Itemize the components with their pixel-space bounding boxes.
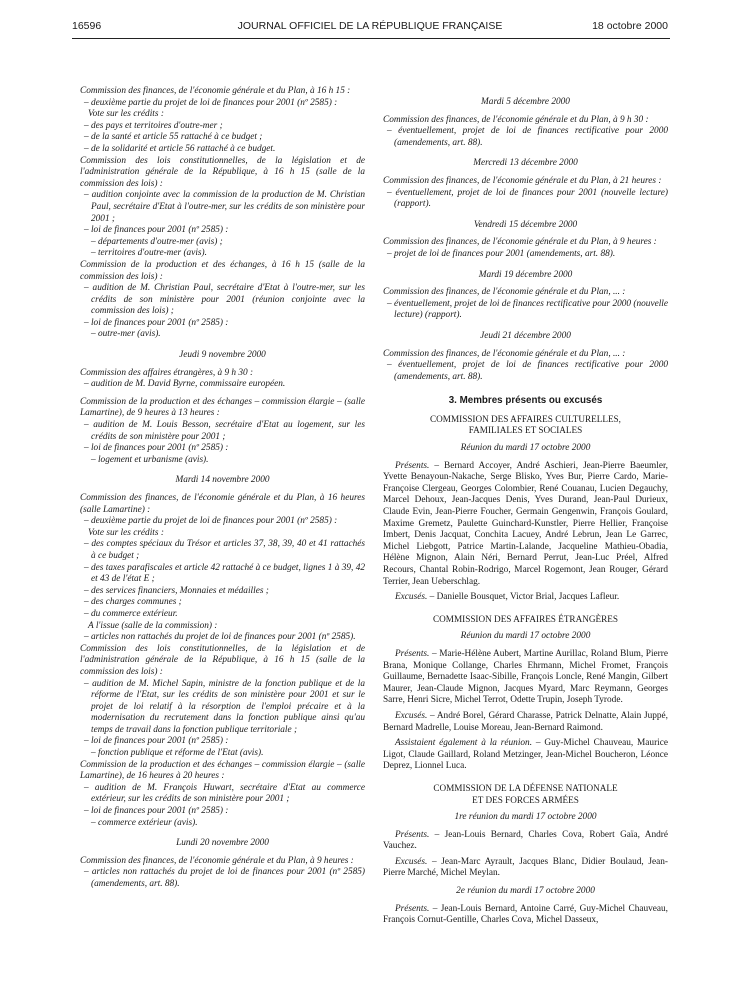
section-heading: 3. Membres présents ou excusés bbox=[448, 395, 603, 407]
committee-title bbox=[383, 414, 668, 437]
left-column bbox=[80, 86, 365, 891]
agenda-item: – loi de finances pour 2001 (nº 2585) : bbox=[84, 317, 229, 328]
present-names: – Marie-Hélène Aubert, Martine Aurillac, Roland Blum, Pierre Brana, Monique Collange, Charles Ehrmann, Michel Fromet, François Guillaume, Bernadette Isaac-Sibille, François Loncle, René Mangin, Gilbert Maurer, Jean-Claude Mignon, Jacques Myard, Marc Reymann, Georges Sarre, Henri Sicre, Michel Terrot, Odette Trupin, Joseph Tyrode. bbox=[383, 648, 668, 706]
date-heading: Mardi 5 décembre 2000 bbox=[481, 97, 570, 107]
agenda-item: – éventuellement, projet de loi de finances pour 2001 (nouvelle lecture) (rapport). bbox=[387, 187, 668, 210]
committee-title-line: COMMISSION DES AFFAIRES CULTURELLES, bbox=[430, 413, 621, 424]
session-entry: Commission des lois constitutionnelles, de la législation et de l'administration générale de la République, à 16 h 15 (salle de la commission des lois) : bbox=[80, 643, 365, 677]
agenda-item: – audition de M. Louis Besson, secrétaire d'Etat au logement, sur les crédits de son ministère pour 2001 ; bbox=[84, 420, 365, 442]
attendance-present bbox=[383, 649, 668, 707]
agenda-item: – des services financiers, Monnaies et médailles ; bbox=[84, 585, 269, 596]
excused-names: – André Borel, Gérard Charasse, Patrick Delnatte, Alain Juppé, Bernard Madrelle, Louise Moreau, Jean-Bernard Raimond. bbox=[383, 710, 668, 733]
issue-date: 18 octobre 2000 bbox=[592, 20, 668, 32]
agenda-subitem: – logement et urbanisme (avis). bbox=[91, 454, 209, 465]
agenda-item: – audition de M. Michel Sapin, ministre de la fonction publique et de la réforme de l'Etat, sur les crédits de son ministère pour 2001 et sur le projet de loi relatif à la résorption de l'emploi précaire et à la modernisation du recrutement dans la fonction publique ainsi qu'au temps de travail dans la fonction publique territoriale ; bbox=[84, 678, 365, 735]
agenda-item: – loi de finances pour 2001 (nº 2585) : bbox=[84, 736, 229, 747]
vote-label: Vote sur les crédits : bbox=[88, 109, 164, 120]
date-heading: Jeudi 9 novembre 2000 bbox=[179, 350, 266, 361]
session-entry: Commission des finances, de l'économie générale et du Plan, ... : bbox=[383, 348, 626, 359]
attendance-also-present bbox=[383, 738, 668, 773]
committee-title-line: ET DES FORCES ARMÉES bbox=[472, 794, 579, 805]
agenda-subitem: – départements d'outre-mer (avis) ; bbox=[91, 236, 223, 247]
session-entry: Commission des finances, de l'économie générale et du Plan, à 9 heures : bbox=[383, 237, 657, 248]
present-names: – Bernard Accoyer, André Aschieri, Jean-Pierre Baeumler, Yvette Benayoun-Nakache, Serge Blisko, Yves Bur, Pierre Cardo, Marie-Françoise Clergeau, Georges Colombier, René Couanau, Lucien Degauchy, Marcel Dehoux, Jean-Jacques Denis, Yves Durand, Jean-Paul Durieux, Claude Evin, Jean-Pierre Foucher, Germain Gengenwin, François Goulard, Maxime Gremetz, Paulette Guinchard-Kunstler, Pierre Hellier, Françoise Imbert, Denis Jacquat, Conchita Lacuey, André Lebrun, Jean Le Garrec, Michel Liebgott, Patrice Martin-Lalande, Jacqueline Mathieu-Obadia, Hélène Mignon, Alain Néri, Bernard Perrut, Jean-Luc Préel, Alfred Recours, Chantal Robin-Rodrigo, Marcel Rogemont, Jean Rouger, Gérard Terrier, Jean Ueberschlag. bbox=[383, 460, 668, 587]
excused-label: Excusés. bbox=[395, 592, 428, 603]
agenda-item: – éventuellement, projet de loi de finances rectificative pour 2000 (amendements, art. 88). bbox=[387, 126, 668, 148]
agenda-item: – de la solidarité et article 56 rattaché à ce budget. bbox=[84, 143, 276, 154]
session-entry: Commission de la production et des échanges – commission élargie – (salle Lamartine), de 16 heures à 20 heures : bbox=[80, 759, 365, 782]
attendance-present bbox=[383, 830, 668, 853]
agenda-item: – articles non rattachés du projet de loi de finances pour 2001 (nº 2585). bbox=[84, 632, 356, 643]
agenda-item: – deuxième partie du projet de loi de finances pour 2001 (nº 2585) : bbox=[84, 97, 338, 108]
excused-label: Excusés. bbox=[395, 710, 428, 721]
attendance-excused bbox=[383, 711, 668, 734]
agenda-item: – audition de M. Christian Paul, secrétaire d'Etat à l'outre-mer, sur les crédits de son ministère pour 2001 (réunion conjointe avec la commission des lois) ; bbox=[84, 283, 365, 317]
agenda-item: – éventuellement, projet de loi de finances rectificative pour 2000 (nouvelle lecture) (rapport). bbox=[387, 298, 668, 321]
vote-label: Vote sur les crédits : bbox=[88, 527, 164, 538]
committee-title-line: COMMISSION DE LA DÉFENSE NATIONALE bbox=[433, 782, 618, 793]
present-label: Présents. bbox=[395, 460, 430, 471]
session-entry: Commission des finances, de l'économie générale et du Plan, ... : bbox=[383, 287, 626, 298]
agenda-item: – audition conjointe avec la commission de la production de M. Christian Paul, secrétaire d'Etat à l'outre-mer, sur les crédits de son ministère pour 2001 ; bbox=[84, 190, 365, 224]
excused-label: Excusés. bbox=[395, 856, 428, 867]
session-entry: Commission de la production et des échanges, à 16 h 15 (salle de la commission des lois) : bbox=[80, 259, 365, 282]
agenda-item: – articles non rattachés du projet de loi de finances pour 2001 (nº 2585) (amendements, art. 88). bbox=[84, 867, 365, 889]
agenda-item: – loi de finances pour 2001 (nº 2585) : bbox=[84, 225, 229, 236]
agenda-item: – deuxième partie du projet de loi de finances pour 2001 (nº 2585) : bbox=[84, 516, 338, 527]
session-entry: Commission de la production et des échanges – commission élargie – (salle Lamartine), de 9 heures à 13 heures : bbox=[80, 396, 365, 419]
attendance-present bbox=[383, 904, 668, 927]
agenda-item: – audition de M. David Byrne, commissaire européen. bbox=[84, 379, 286, 390]
present-label: Présents. bbox=[395, 829, 430, 840]
date-heading: Mardi 14 novembre 2000 bbox=[175, 475, 270, 486]
assist-names: – Guy-Michel Chauveau, Maurice Ligot, Claude Gaillard, Roland Metzinger, Jean-Michel Boucheron, Léonce Deprez, Lionnel Luca. bbox=[383, 738, 668, 772]
journal-title: JOURNAL OFFICIEL DE LA RÉPUBLIQUE FRANÇAISE bbox=[237, 20, 503, 32]
present-names: – Jean-Louis Bernard, Antoine Carré, Guy-Michel Chauveau, François Cornut-Gentille, Charles Cova, Michel Dasseux, bbox=[383, 903, 668, 926]
committee-title-line: FAMILIALES ET SOCIALES bbox=[468, 425, 583, 436]
committee-title: COMMISSION DES AFFAIRES ÉTRANGÈRES bbox=[433, 613, 618, 624]
session-entry: Commission des finances, de l'économie générale et du Plan, à 9 heures : bbox=[80, 855, 354, 866]
page-header bbox=[72, 20, 668, 36]
attendance-present bbox=[383, 461, 668, 589]
right-column bbox=[383, 97, 668, 931]
header-rule bbox=[72, 38, 670, 39]
agenda-subitem: – outre-mer (avis). bbox=[91, 329, 161, 340]
agenda-subitem: – territoires d'outre-mer (avis). bbox=[91, 248, 207, 259]
session-entry: Commission des lois constitutionnelles, de la législation et de l'administration générale de la République, à 16 h 15 (salle de la commission des lois) : bbox=[80, 155, 365, 189]
session-entry: Commission des finances, de l'économie générale et du Plan, à 16 h 15 : bbox=[80, 86, 351, 96]
agenda-item: – des charges communes ; bbox=[84, 597, 182, 608]
meeting-heading: Réunion du mardi 17 octobre 2000 bbox=[460, 631, 591, 642]
session-entry: Commission des affaires étrangères, à 9 h 30 : bbox=[80, 367, 254, 378]
date-heading: Jeudi 21 décembre 2000 bbox=[480, 330, 571, 341]
agenda-item: – des comptes spéciaux du Trésor et articles 37, 38, 39, 40 et 41 rattachés à ce budget ; bbox=[84, 539, 365, 561]
session-entry: Commission des finances, de l'économie générale et du Plan, à 9 h 30 : bbox=[383, 114, 649, 125]
agenda-subitem: – fonction publique et réforme de l'Etat (avis). bbox=[91, 748, 264, 759]
present-label: Présents. bbox=[395, 648, 430, 659]
assist-label: Assistaient également à la réunion. bbox=[395, 738, 533, 749]
session-entry: Commission des finances, de l'économie générale et du Plan, à 16 heures (salle Lamartine) : bbox=[80, 493, 365, 515]
agenda-subitem: – commerce extérieur (avis). bbox=[91, 817, 198, 828]
date-heading: Lundi 20 novembre 2000 bbox=[176, 838, 269, 849]
date-heading: Vendredi 15 décembre 2000 bbox=[473, 219, 578, 230]
attendance-excused bbox=[383, 857, 668, 880]
agenda-item: – loi de finances pour 2001 (nº 2585) : bbox=[84, 806, 229, 817]
session-entry: Commission des finances, de l'économie générale et du Plan, à 21 heures : bbox=[383, 175, 662, 186]
agenda-item: – du commerce extérieur. bbox=[84, 608, 178, 619]
page-number: 16596 bbox=[72, 20, 102, 32]
followup-label: A l'issue (salle de la commission) : bbox=[88, 620, 218, 631]
agenda-item: – des taxes parafiscales et article 42 rattaché à ce budget, lignes 1 à 39, 42 et 43 de l'état E ; bbox=[84, 562, 365, 585]
date-heading: Mardi 19 décembre 2000 bbox=[478, 269, 573, 280]
agenda-item: – audition de M. François Huwart, secrétaire d'Etat au commerce extérieur, sur les crédits de son ministère pour 2001 ; bbox=[84, 782, 365, 805]
agenda-item: – de la santé et article 55 rattaché à ce budget ; bbox=[84, 132, 263, 143]
agenda-item: – loi de finances pour 2001 (nº 2585) : bbox=[84, 443, 229, 454]
agenda-item: – éventuellement, projet de loi de finances rectificative pour 2000 (amendements, art. 88). bbox=[387, 360, 668, 382]
excused-names: – Danielle Bousquet, Victor Brial, Jacques Lafleur. bbox=[427, 592, 620, 603]
attendance-excused bbox=[383, 592, 668, 604]
present-label: Présents. bbox=[395, 903, 430, 914]
committee-title bbox=[383, 783, 668, 806]
date-heading: Mercredi 13 décembre 2000 bbox=[473, 158, 578, 169]
meeting-heading: Réunion du mardi 17 octobre 2000 bbox=[460, 443, 591, 454]
agenda-item: – des pays et territoires d'outre-mer ; bbox=[84, 120, 223, 131]
agenda-item: – projet de loi de finances pour 2001 (amendements, art. 88). bbox=[387, 248, 616, 259]
excused-names: – Jean-Marc Ayrault, Jacques Blanc, Didier Boulaud, Jean-Pierre Marché, Michel Meylan. bbox=[383, 856, 668, 879]
meeting-heading: 1re réunion du mardi 17 octobre 2000 bbox=[454, 812, 597, 823]
present-names: – Jean-Louis Bernard, Charles Cova, Robert Gaïa, André Vauchez. bbox=[383, 829, 668, 852]
meeting-heading: 2e réunion du mardi 17 octobre 2000 bbox=[456, 886, 595, 897]
